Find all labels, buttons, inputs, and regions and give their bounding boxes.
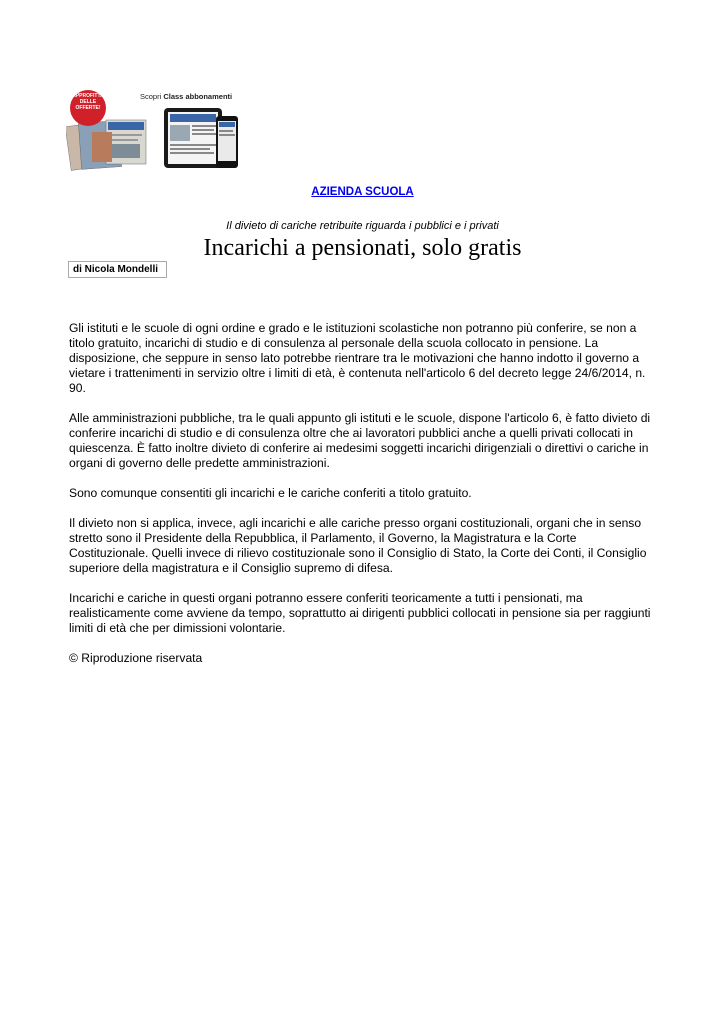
author-byline: di Nicola Mondelli <box>68 261 167 278</box>
offer-badge: APPROFITTA DELLE OFFERTE! <box>72 93 104 111</box>
article-paragraph: Alle amministrazioni pubbliche, tra le quali appunto gli istituti e le scuole, dispone l'articolo 6, è fatto divieto di conferire incarichi di studio e di consulenza oltre che ai lavoratori pubblici anche a quelli privati collocati in quiescenza. È fatto inoltre divieto di conferire ai medesimi soggetti incarichi dirigenziali o direttivi o cariche in organi di governo delle predette amministrazioni. <box>69 411 651 470</box>
article-subtitle: Il divieto di cariche retribuite riguarda i pubblici e i privati <box>226 220 499 232</box>
section-link[interactable]: AZIENDA SCUOLA <box>311 186 414 198</box>
promo-label: Scopri Class abbonamenti <box>140 92 233 101</box>
promo-banner[interactable] <box>66 84 246 172</box>
article-title: Incarichi a pensionati, solo gratis <box>203 235 522 261</box>
article-paragraph: Gli istituti e le scuole di ogni ordine e grado e le istituzioni scolastiche non potranno più conferire, se non a titolo gratuito, incarichi di studio e di consulenza al personale della scuola collocato in pensione. La disposizione, che seppure in senso lato potrebbe rientrare tra le motivazioni che hanno indotto il governo a vietare i trattenimenti in servizio oltre i limiti di età, è contenuta nell'articolo 6 del decreto legge 24/6/2014, n. 90. <box>69 321 646 395</box>
copyright-notice: © Riproduzione riservata <box>69 651 203 665</box>
article-paragraph: Il divieto non si applica, invece, agli incarichi e alle cariche presso organi costituzionali, organi che in senso stretto sono il Presidente della Repubblica, il Parlamento, il Governo, la Magistratura e la Corte Costituzionale. Quelli invece di rilievo costituzionale sono il Consiglio di Stato, la Corte dei Conti, il Consiglio superiore della magistratura e il Consiglio supremo di difesa. <box>69 516 647 575</box>
article-body <box>69 321 657 681</box>
article-paragraph: Sono comunque consentiti gli incarichi e le cariche conferiti a titolo gratuito. <box>69 486 472 500</box>
article-paragraph: Incarichi e cariche in questi organi potranno essere conferiti teoricamente a tutti i pensionati, ma realisticamente come avviene da tempo, soprattutto ai dirigenti pubblici collocati in pensione sia per raggiunti limiti di età che per dimissioni volontarie. <box>69 591 651 635</box>
